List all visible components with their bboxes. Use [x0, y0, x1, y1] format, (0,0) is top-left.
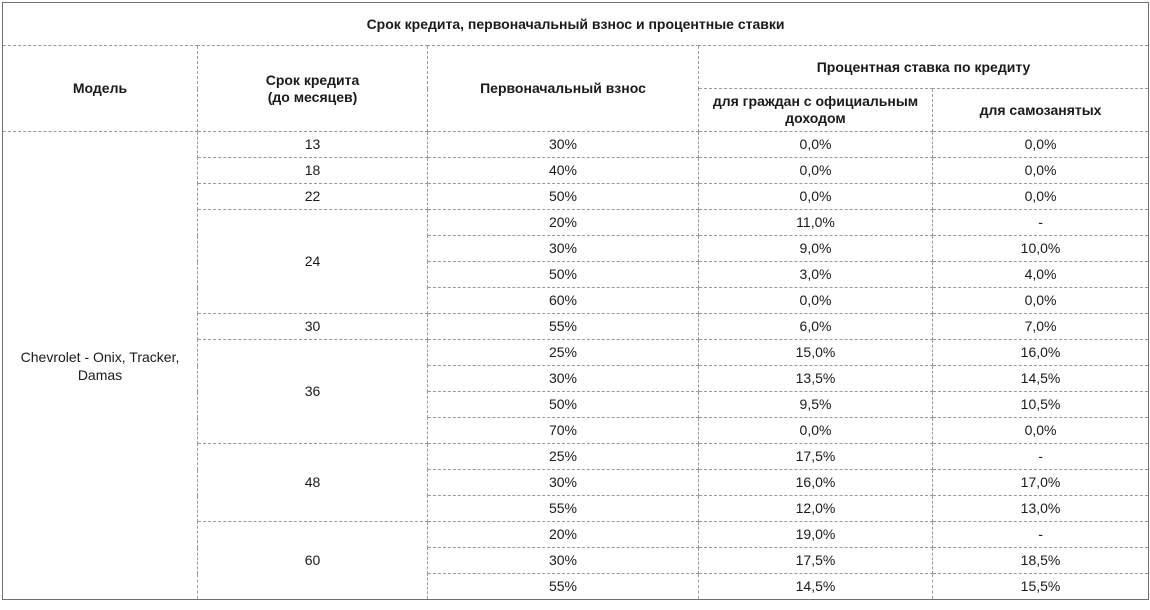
official-income-rate-cell: 9,5% — [699, 392, 933, 418]
model-line1: Chevrolet - Onix, Tracker, — [20, 348, 180, 365]
header-self-employed: для самозанятых — [933, 89, 1149, 132]
term-cell: 18 — [198, 158, 428, 184]
official-income-rate-cell: 9,0% — [699, 236, 933, 262]
model-line2: Damas — [77, 366, 123, 383]
header-term-line1: Срок кредита — [265, 71, 360, 88]
table-body — [3, 132, 1149, 600]
header-model: Модель — [3, 46, 198, 132]
term-cell: 36 — [198, 340, 428, 444]
term-cell: 60 — [198, 522, 428, 600]
self-employed-rate-cell: 0,0% — [933, 184, 1149, 210]
header-term-line2: (до месяцев) — [267, 88, 358, 105]
down-payment-cell: 25% — [428, 340, 699, 366]
official-income-rate-cell: 3,0% — [699, 262, 933, 288]
term-cell: 24 — [198, 210, 428, 314]
down-payment-cell: 25% — [428, 444, 699, 470]
official-income-rate-cell: 17,5% — [699, 548, 933, 574]
official-income-rate-cell: 6,0% — [699, 314, 933, 340]
down-payment-cell: 70% — [428, 418, 699, 444]
self-employed-rate-cell: 0,0% — [933, 132, 1149, 158]
term-cell: 22 — [198, 184, 428, 210]
self-employed-rate-cell: 18,5% — [933, 548, 1149, 574]
header-interest-rate: Процентная ставка по кредиту — [699, 46, 1149, 89]
down-payment-cell: 30% — [428, 236, 699, 262]
official-income-rate-cell: 19,0% — [699, 522, 933, 548]
header-official-income-line2: доходом — [785, 110, 846, 126]
term-cell: 13 — [198, 132, 428, 158]
official-income-rate-cell: 14,5% — [699, 574, 933, 600]
down-payment-cell: 50% — [428, 392, 699, 418]
self-employed-rate-cell: - — [933, 522, 1149, 548]
down-payment-cell: 20% — [428, 522, 699, 548]
official-income-rate-cell: 12,0% — [699, 496, 933, 522]
self-employed-rate-cell: 4,0% — [933, 262, 1149, 288]
header-down-payment: Первоначальный взнос — [428, 46, 699, 132]
down-payment-cell: 55% — [428, 496, 699, 522]
official-income-rate-cell: 16,0% — [699, 470, 933, 496]
down-payment-cell: 55% — [428, 574, 699, 600]
header-official-income-line1: для граждан с официальным — [712, 93, 919, 109]
down-payment-cell: 30% — [428, 366, 699, 392]
table-title: Срок кредита, первоначальный взнос и процентные ставки — [3, 3, 1149, 46]
table-row — [3, 132, 1149, 158]
down-payment-cell: 30% — [428, 132, 699, 158]
self-employed-rate-cell: 0,0% — [933, 418, 1149, 444]
header-term — [198, 46, 428, 132]
official-income-rate-cell: 0,0% — [699, 288, 933, 314]
self-employed-rate-cell: 13,0% — [933, 496, 1149, 522]
model-cell — [3, 132, 198, 600]
down-payment-cell: 55% — [428, 314, 699, 340]
official-income-rate-cell: 0,0% — [699, 158, 933, 184]
down-payment-cell: 50% — [428, 262, 699, 288]
self-employed-rate-cell: 16,0% — [933, 340, 1149, 366]
self-employed-rate-cell: 14,5% — [933, 366, 1149, 392]
official-income-rate-cell: 0,0% — [699, 418, 933, 444]
official-income-rate-cell: 11,0% — [699, 210, 933, 236]
term-cell: 48 — [198, 444, 428, 522]
down-payment-cell: 30% — [428, 548, 699, 574]
self-employed-rate-cell: 7,0% — [933, 314, 1149, 340]
header-official-income — [699, 89, 933, 132]
self-employed-rate-cell: - — [933, 210, 1149, 236]
self-employed-rate-cell: 0,0% — [933, 288, 1149, 314]
self-employed-rate-cell: 10,5% — [933, 392, 1149, 418]
self-employed-rate-cell: 17,0% — [933, 470, 1149, 496]
self-employed-rate-cell: 0,0% — [933, 158, 1149, 184]
down-payment-cell: 60% — [428, 288, 699, 314]
official-income-rate-cell: 0,0% — [699, 184, 933, 210]
down-payment-cell: 20% — [428, 210, 699, 236]
self-employed-rate-cell: 10,0% — [933, 236, 1149, 262]
down-payment-cell: 50% — [428, 184, 699, 210]
official-income-rate-cell: 17,5% — [699, 444, 933, 470]
official-income-rate-cell: 13,5% — [699, 366, 933, 392]
term-cell: 30 — [198, 314, 428, 340]
self-employed-rate-cell: 15,5% — [933, 574, 1149, 600]
down-payment-cell: 30% — [428, 470, 699, 496]
credit-terms-table — [2, 2, 1149, 600]
official-income-rate-cell: 15,0% — [699, 340, 933, 366]
self-employed-rate-cell: - — [933, 444, 1149, 470]
down-payment-cell: 40% — [428, 158, 699, 184]
official-income-rate-cell: 0,0% — [699, 132, 933, 158]
